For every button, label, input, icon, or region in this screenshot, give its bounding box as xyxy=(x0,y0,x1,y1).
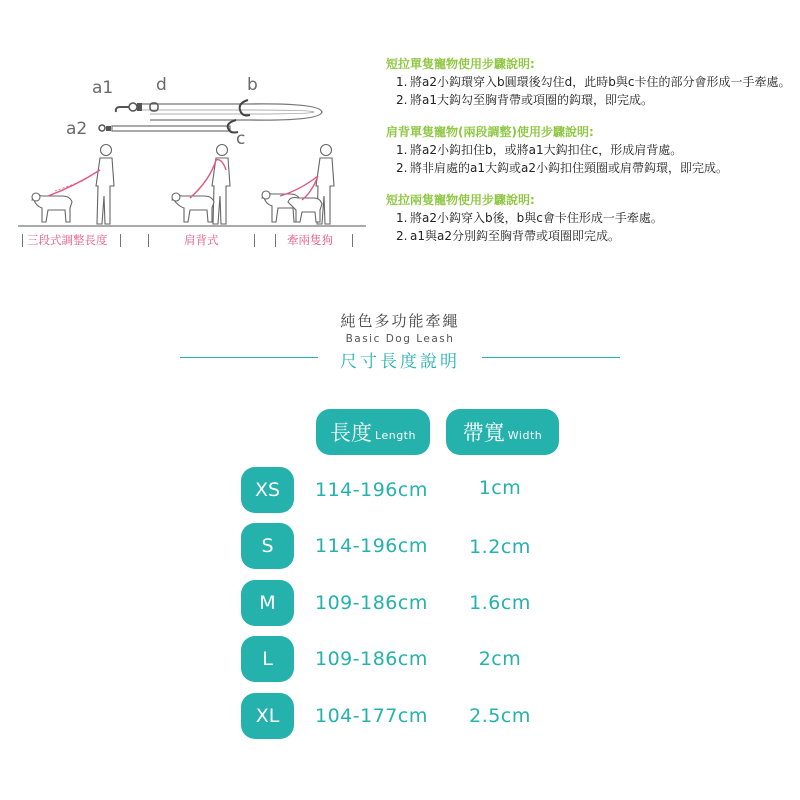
length-header-en: Length xyxy=(375,428,416,442)
instruction-section xyxy=(386,56,796,109)
length-value: 109-186cm xyxy=(315,648,428,670)
divider xyxy=(275,234,276,247)
section-title: 肩背單隻寵物(兩段調整)使用步驟說明: xyxy=(386,125,594,139)
caption-adjust: 三段式調整長度 xyxy=(27,233,108,247)
label-a2: a2 xyxy=(66,119,88,139)
width-value: 1.2cm xyxy=(469,536,531,558)
divider xyxy=(22,234,23,247)
divider xyxy=(120,234,121,247)
step: 2. 將a1大鈎勾至胸背帶或項圈的鈎環，即完成。 xyxy=(396,93,653,107)
length-value: 104-177cm xyxy=(315,705,428,727)
divider xyxy=(254,234,255,247)
length-value: 109-186cm xyxy=(315,592,428,614)
size-badge: S xyxy=(241,523,294,569)
label-c: c xyxy=(236,129,246,149)
label-a1: a1 xyxy=(92,78,114,98)
leash-diagram xyxy=(0,0,380,260)
length-value: 114-196cm xyxy=(315,479,428,501)
width-value: 2.5cm xyxy=(469,705,531,727)
step: 1. 將a2小鈎扣住b，或將a1大鈎扣住c，形成肩背處。 xyxy=(396,143,683,157)
length-header-zh: 長度 xyxy=(330,421,373,445)
instruction-section xyxy=(386,124,796,177)
step: 1. 將a2小鈎穿入b後，b與c會卡住形成一手牽處。 xyxy=(396,211,663,225)
caption-row xyxy=(18,232,363,250)
size-badge: XL xyxy=(241,693,294,739)
width-header-en: Width xyxy=(507,428,543,442)
step: 1. 將a2小鈎環穿入b圓環後勾住d，此時b與c卡住的部分會形成一手牽處。 xyxy=(396,75,791,89)
width-header xyxy=(446,409,559,455)
step: 2. 將非肩處的a1大鈎或a2小鈎扣住頸圈或肩帶鈎環，即完成。 xyxy=(396,161,728,175)
caption-shoulder: 肩背式 xyxy=(184,233,219,247)
product-title-en: Basic Dog Leash xyxy=(345,333,455,345)
width-header-zh: 帶寬 xyxy=(462,421,505,445)
caption-two-dogs: 牽兩隻狗 xyxy=(287,233,333,247)
label-d: d xyxy=(156,75,167,95)
size-badge: L xyxy=(241,636,294,682)
size-badge: M xyxy=(241,580,294,626)
leash-illustration xyxy=(0,0,380,260)
heading-line-right xyxy=(482,357,620,358)
section-title: 短拉單隻寵物使用步驟說明: xyxy=(386,57,535,71)
instruction-section xyxy=(386,192,796,245)
section-title: 短拉兩隻寵物使用步驟說明: xyxy=(386,193,535,207)
width-value: 1cm xyxy=(478,477,522,499)
label-b: b xyxy=(247,75,258,95)
width-value: 1.6cm xyxy=(469,592,531,614)
size-chart-title: 尺寸長度說明 xyxy=(340,352,460,372)
width-value: 2cm xyxy=(478,648,522,670)
divider xyxy=(148,234,149,247)
product-title: 純色多功能牽繩 xyxy=(340,312,460,330)
product-heading xyxy=(0,310,800,345)
size-badge: XS xyxy=(241,467,294,513)
divider xyxy=(352,234,353,247)
length-value: 114-196cm xyxy=(315,535,428,557)
length-header xyxy=(316,409,430,455)
step: 2. a1與a2分別鈎至胸背帶或項圈即完成。 xyxy=(396,229,620,243)
instructions xyxy=(386,56,796,260)
